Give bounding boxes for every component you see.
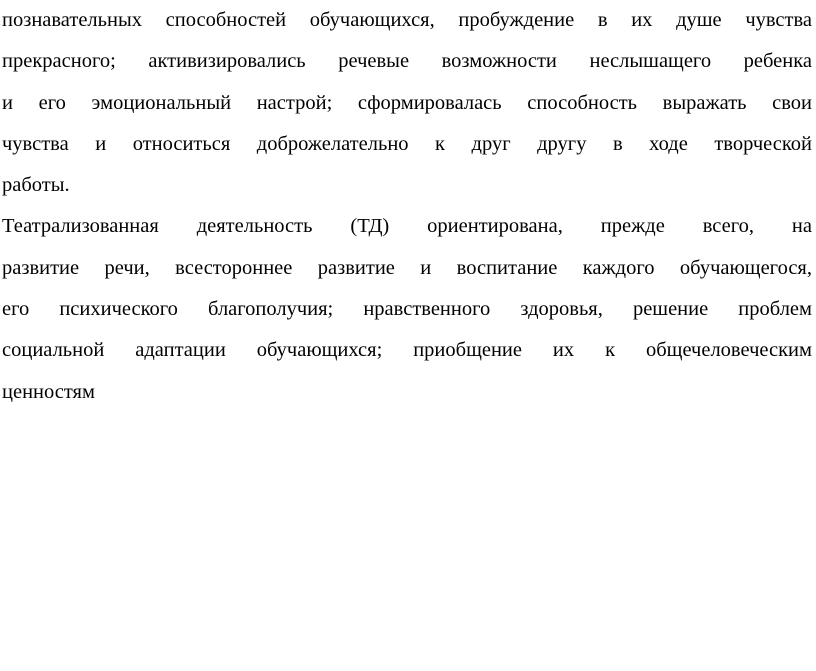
- paragraph-line: и его эмоциональный настрой; сформировалась способность выражать свои: [2, 91, 812, 114]
- paragraph-line: развитие речи, всестороннее развитие и воспитание каждого обучающегося,: [2, 256, 812, 279]
- paragraph-1: [2, 2, 812, 208]
- document-text: [2, 2, 812, 415]
- paragraph-line: его психического благополучия; нравственного здоровья, решение проблем: [2, 298, 812, 321]
- paragraph-line: Театрализованная деятельность (ТД) ориентирована, прежде всего, на: [2, 215, 812, 238]
- paragraph-2: [2, 208, 812, 414]
- paragraph-line: работы.: [2, 174, 70, 197]
- paragraph-line: чувства и относиться доброжелательно к друг другу в ходе творческой: [2, 132, 812, 155]
- paragraph-line: ценностям: [2, 380, 95, 403]
- paragraph-line: познавательных способностей обучающихся, пробуждение в их душе чувства: [2, 9, 812, 31]
- paragraph-line: прекрасного; активизировались речевые возможности неслышащего ребенка: [2, 50, 812, 73]
- paragraph-line: социальной адаптации обучающихся; приобщение их к общечеловеческим: [2, 339, 812, 362]
